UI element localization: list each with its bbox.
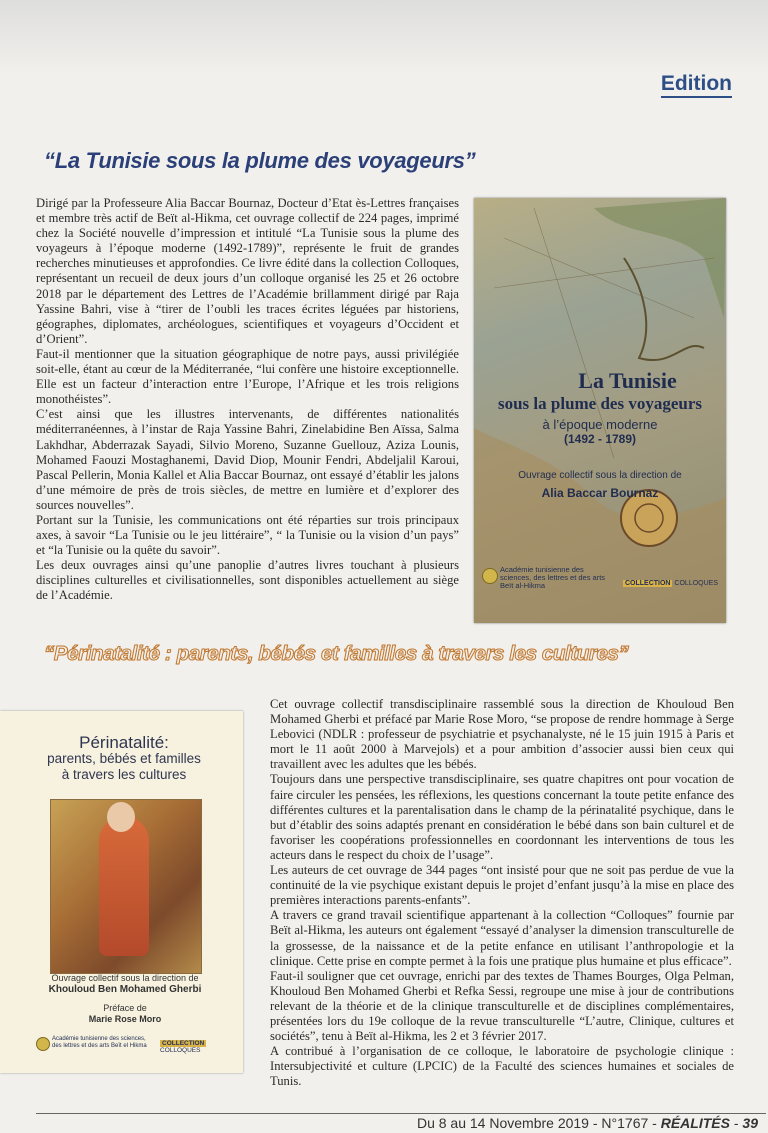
article2-paragraph: A travers ce grand travail scientifique appartenant à la collection “Colloques” fournie par Beït al-Hikma, les auteurs ont également “essayé d’analyser la dimension transculturelle de la grossesse, de la naissance et de la petite enfance en utilisant l’anthropologie et la clinique. Cette prise en compte permet à la fois une pratique plus humaine et plus efficace”. [270, 908, 734, 968]
footer-page-number: 39 [742, 1115, 758, 1131]
cover1-collection [623, 580, 718, 587]
cover2-preface-block [20, 1003, 230, 1025]
footer-magazine: RÉALITÉS [660, 1115, 730, 1131]
cover2-editor: Khouloud Ben Mohamed Gherbi [48, 984, 202, 995]
article2-body [270, 697, 734, 1089]
section-rubric: Edition [661, 72, 732, 98]
cover2-academy: Académie tunisienne des sciences, des lettres et des arts Beït el Hikma [52, 1036, 147, 1049]
cover1-academy: Académie tunisienne des sciences, des lettres et des arts Beït al-Hikma [500, 565, 606, 590]
cover1-dates: (1492 - 1789) [563, 432, 637, 446]
article2-title: “Périnatalité : parents, bébés et familles à travers les cultures” [44, 642, 629, 665]
article2-paragraph: Faut-il souligner que cet ouvrage, enrichi par des textes de Thames Bourges, Olga Pelman, Khouloud Ben Mohamed Gherbi et Refka Sessi, regroupe une mise à jour de contributions relevant de la théorie et de la clinique transculturelle et de disciplines complémentaires, présentées lors du 19e colloque de la revue transculturelle “L’autre, Clinique, cultures et sociétés”, tenu à Beït al-Hikma, les 2 et 3 février 2017. [270, 968, 734, 1044]
article1-paragraph: Les deux ouvrages ainsi qu’une panoplie d’autres livres touchant à plusieurs disciplines culturelles et civilisationnelles, sont disponibles actuellement au siège de l’Académie. [36, 558, 459, 603]
cover1-collection-word: COLLECTION [624, 580, 671, 587]
article2-paragraph: Cet ouvrage collectif transdisciplinaire rassemblé sous la direction de Khouloud Ben Mohamed Gherbi et préfacé par Marie Rose Moro, “se propose de rendre hommage à Serge Lebovici (NDLR : professeur de psychiatrie et psychanalyste, né le 15 juin 1915 à Paris et mort le 11 août 2000 à Marvejols) et a pour ambition d’associer aussi bien ceux qui travaillent avec les adultes que les bébés. [270, 697, 734, 772]
cover1-title-line1: La Tunisie [578, 368, 677, 393]
cover1-credit: Ouvrage collectif sous la direction de [518, 470, 682, 481]
article1-paragraph: C’est ainsi que les illustres intervenants, de différentes nationalités méditerranéennes, à l’instar de Raja Yassine Bahri, Zinelabidine Ben Aïssa, Salma Lakhdhar, Abderrazak Sayadi, Silvio Moreno, Suzanne Guellouz, Aziza Lounis, Mohamed Faouzi Mostaghanemi, David Diop, Mounir Fendri, Abdeljalil Karoui, Pascal Pellerin, Monia Kallel et Alia Baccar Bournaz, ont essayé d’établir les jalons d’une mémoire de près de trois siècles, de mettre en lumière et d’explorer des sources nouvelles”. [36, 407, 459, 512]
cover2-collection [160, 1040, 243, 1054]
cover2-preface-label: Préface de [103, 1003, 147, 1013]
cover1-collection-name: COLLOQUES [674, 580, 718, 587]
academy-logo-icon [482, 568, 498, 584]
cover2-credit-block [20, 973, 230, 995]
cover2-collection-name: COLLOQUES [160, 1047, 201, 1054]
cover2-title-block [14, 735, 234, 783]
cover1-title-block [474, 368, 726, 500]
cover2-painting [50, 799, 202, 974]
article2-paragraph: Toujours dans une perspective transdisciplinaire, ses quatre chapitres ont pour vocation de faire circuler les pensées, les réflexions, les questions concernant la toute petite enfance des différentes cultures et la parentalisation dans le champ de la périnatalité psychique, dans le but d’établir des soins adaptés prenant en considération le bébé dans son bain culturel et de favoriser les coopérations professionnelles en coordonnant les interventions de tous les acteurs dans le respect du choix de l’usage”. [270, 772, 734, 862]
cover2-title-line3: à travers les cultures [61, 767, 187, 782]
footer-issue: N°1767 [601, 1115, 649, 1131]
academy-logo-icon [36, 1037, 50, 1051]
cover1-subtitle: à l’époque moderne [542, 417, 658, 432]
article1-paragraph: Faut-il mentionner que la situation géographique de notre pays, aussi privilégiée soit-elle, étant au cœur de la Méditerranée, “lui confère une histoire exceptionnelle. Elle est un facteur d’interaction entre l’Europe, l’Afrique et les trois religions monothéistes”. [36, 346, 459, 407]
cover2-collection-word: COLLECTION [162, 1040, 205, 1047]
cover2-preface-name: Marie Rose Moro [88, 1014, 162, 1024]
article1-paragraph: Dirigé par la Professeure Alia Baccar Bournaz, Docteur d’Etat ès-Lettres françaises et membre très actif de Beït al-Hikma, cet ouvrage collectif de 224 pages, imprimé chez la Société nouvelle d’impression et intitulé “La Tunisie sous la plume des voyageurs à l’époque moderne (1492-1789)”, représente le fruit de grandes recherches minutieuses et approfondies. Ce livre édité dans la collection Colloques, représentant un recueil de deux jours d’un colloque organisé les 25 et 26 octobre 2018 par le département des Lettres de l’Académie brillamment dirigé par Raja Yassine Bahri, vise à “tirer de l’oubli les traces écrites léguées par historiens, géographes, diplomates, archéologues, scientifiques et voyageurs d’Occident et d’Orient”. [36, 196, 459, 346]
cover2-title-line1: Périnatalité: [79, 733, 169, 752]
footer-dates: Du 8 au 14 Novembre 2019 [416, 1115, 589, 1131]
article1-paragraph: Portant sur la Tunisie, les communications ont été réparties sur trois principaux axes, à savoir “La Tunisie ou le jeu littéraire”, “ la Tunisie ou la vision d’un pays” et “la Tunisie ou la quête du savoir”. [36, 512, 459, 558]
painting-figure [99, 816, 149, 956]
cover1-title-line2: sous la plume des voyageurs [497, 394, 703, 413]
painting-head [107, 802, 135, 832]
cover2-credit: Ouvrage collectif sous la direction de [51, 973, 199, 983]
article1-title: “La Tunisie sous la plume des voyageurs” [44, 148, 476, 173]
footer-rule [36, 1113, 766, 1114]
faded-header-band [0, 0, 768, 75]
cover2-title-line2: parents, bébés et familles [47, 751, 201, 766]
article2-paragraph: Les auteurs de cet ouvrage de 344 pages “ont insisté pour que ne soit pas perdue de vue la continuité de la vie psychique existant depuis le projet d’enfant jusqu’à la mise en place des premières interactions parents-enfants”. [270, 863, 734, 908]
cover1-editor: Alia Baccar Bournaz [541, 486, 659, 500]
article2-paragraph: A contribué à l’organisation de ce colloque, le laboratoire de psychologie clinique : Intersubjectivité et culture (LPCIC) de la Faculté des sciences humaines et sociales de Tunis. [270, 1044, 734, 1089]
book-cover-tunisie [474, 198, 726, 623]
page-footer: Du 8 au 14 Novembre 2019 - N°1767 - RÉALITÉS - 39 [416, 1115, 758, 1131]
book-cover-perinatalite [0, 711, 243, 1073]
article1-body [36, 196, 459, 604]
